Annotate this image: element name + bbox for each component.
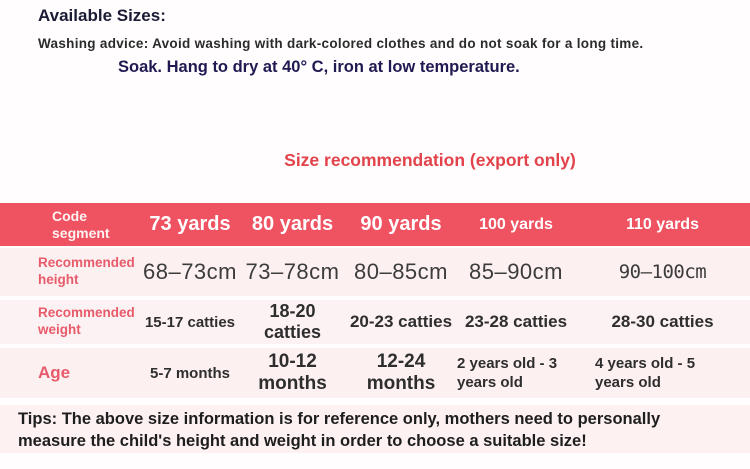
washing-advice-text: Washing advice: Avoid washing with dark-colored clothes and do not soak for a long time.: [38, 36, 644, 51]
table-row-recommended-weight: [0, 300, 750, 344]
age-cell-110: [575, 354, 750, 393]
age-cell-100: [457, 354, 575, 393]
table-row-age: [0, 348, 750, 398]
row-label-recommended-height: [0, 255, 140, 289]
height-cell-100: 85–90cm: [468, 259, 563, 284]
row-label-text: Age: [38, 363, 71, 383]
height-cell-80: 73–78cm: [245, 259, 340, 284]
drying-advice-text: Soak. Hang to dry at 40° C, iron at low temperature.: [118, 58, 520, 76]
tips-note: Tips: The above size information is for reference only, mothers need to personally measure the child's height and weight in order to choose a suitable size!: [0, 405, 750, 453]
height-cell-110: 90–100cm: [618, 261, 707, 283]
weight-cell-90: 20-23 catties: [349, 312, 453, 331]
age-cell-80: 10-12 months: [258, 351, 327, 394]
weight-cell-73: 15-17 catties: [144, 313, 236, 331]
weight-cell-100: 23-28 catties: [464, 312, 568, 331]
row-label-text: Recommended height: [38, 255, 135, 287]
weight-cell-110: 28-30 catties: [611, 312, 714, 331]
column-header-110-yards: 110 yards: [626, 215, 699, 233]
age-cell-text: 2 years old - 3 years old: [457, 354, 558, 391]
height-cell-90: 80–85cm: [353, 259, 448, 284]
age-cell-73: 5-7 months: [149, 364, 230, 382]
column-header-100-yards: 100 yards: [479, 215, 553, 233]
row-label-age: [0, 362, 140, 383]
weight-cell-80: 18-20 catties: [263, 301, 322, 342]
available-sizes-heading: Available Sizes:: [38, 6, 166, 25]
column-header-80-yards: 80 yards: [251, 213, 334, 235]
row-label-text: Recommended weight: [38, 305, 135, 337]
height-cell-73: 68–73cm: [142, 259, 237, 284]
column-header-73-yards: 73 yards: [149, 213, 231, 235]
table-row-recommended-height: [0, 248, 750, 296]
column-header-label: Code segment: [52, 207, 110, 241]
size-table-title: Size recommendation (export only): [284, 150, 576, 170]
column-header-90-yards: 90 yards: [360, 213, 442, 235]
age-cell-text: 4 years old - 5 years old: [595, 354, 696, 391]
column-header-code-segment: [0, 208, 140, 242]
size-table-header-row: [0, 203, 750, 246]
age-cell-90: 12-24 months: [366, 351, 436, 394]
row-label-recommended-weight: [0, 305, 140, 339]
